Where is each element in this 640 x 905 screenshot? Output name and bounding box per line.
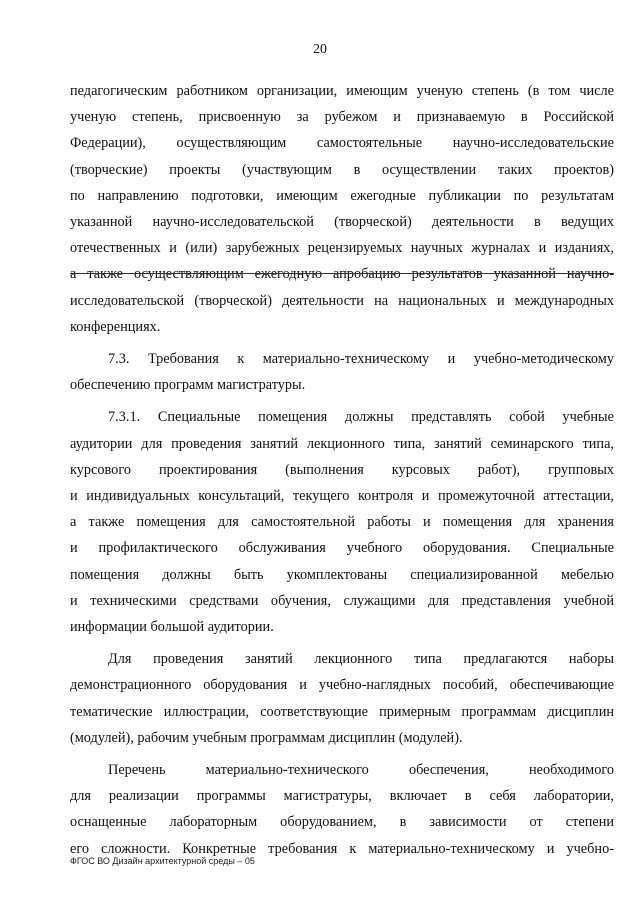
paragraph-equipment-list bbox=[70, 757, 614, 862]
text-line: оснащенные лабораторным оборудованием, в зависимости от степени bbox=[70, 814, 614, 831]
document-body bbox=[70, 78, 614, 862]
text-line: исследовательской (творческой) деятельности на национальных и международных bbox=[70, 292, 614, 309]
text-line: ученую степень, присвоенную за рубежом и признаваемую в Российской bbox=[70, 109, 614, 126]
text-line: и техническими средствами обучения, служащими для представления учебной bbox=[70, 592, 614, 609]
text-line: конференциях. bbox=[70, 318, 161, 335]
text-line: для реализации программы магистратуры, включает в себя лаборатории, bbox=[70, 788, 614, 805]
paragraph-lecture-equipment bbox=[70, 646, 614, 751]
text-line: Федерации), осуществляющим самостоятельные научно-исследовательские bbox=[70, 135, 614, 152]
text-line: его сложности. Конкретные требования к материально-техническому и учебно- bbox=[70, 840, 614, 857]
text-line: (модулей), рабочим учебным программам дисциплин (модулей). bbox=[70, 729, 463, 746]
struck-text-line: а также осуществляющим ежегодную апробацию результатов указанной научно- bbox=[70, 266, 614, 283]
text-line: (творческие) проекты (участвующим в осуществлении таких проектов) bbox=[70, 161, 614, 178]
text-line: аудитории для проведения занятий лекционного типа, занятий семинарского типа, bbox=[70, 435, 614, 452]
text-line: помещения должны быть укомплектованы специализированной мебелью bbox=[70, 566, 614, 583]
text-line: 7.3. Требования к материально-техническому и учебно-методическому bbox=[108, 351, 614, 368]
text-line: и профилактического обслуживания учебного оборудования. Специальные bbox=[70, 540, 614, 557]
paragraph-section-7-3-1 bbox=[70, 404, 614, 640]
text-line: отечественных и (или) зарубежных рецензируемых научных журналах и изданиях, bbox=[70, 240, 614, 257]
text-line: демонстрационного оборудования и учебно-наглядных пособий, обеспечивающие bbox=[70, 677, 614, 694]
text-line: информации большой аудитории. bbox=[70, 619, 274, 636]
text-line: тематические иллюстрации, соответствующие примерным программам дисциплин bbox=[70, 703, 614, 720]
text-line: и индивидуальных консультаций, текущего контроля и промежуточной аттестации, bbox=[70, 488, 614, 505]
page-footer: ФГОС ВО Дизайн архитектурной среды – 05 bbox=[70, 856, 255, 866]
text-line: а также помещения для самостоятельной работы и помещения для хранения bbox=[70, 514, 614, 531]
text-line: курсового проектирования (выполнения курсовых работ), групповых bbox=[70, 461, 614, 478]
text-line: указанной научно-исследовательской (творческой) деятельности в ведущих bbox=[70, 214, 614, 231]
paragraph-continuation bbox=[70, 78, 614, 340]
text-line: педагогическим работником организации, имеющим ученую степень (в том числе bbox=[70, 83, 614, 99]
text-line: Перечень материально-технического обеспечения, необходимого bbox=[108, 762, 614, 779]
text-line: по направлению подготовки, имеющим ежегодные публикации по результатам bbox=[70, 187, 614, 204]
paragraph-section-7-3 bbox=[70, 346, 614, 398]
text-line: обеспечению программ магистратуры. bbox=[70, 377, 306, 394]
text-line: Для проведения занятий лекционного типа предлагаются наборы bbox=[108, 651, 614, 668]
page-number: 20 bbox=[313, 42, 327, 57]
text-line: 7.3.1. Специальные помещения должны представлять собой учебные bbox=[108, 409, 614, 426]
